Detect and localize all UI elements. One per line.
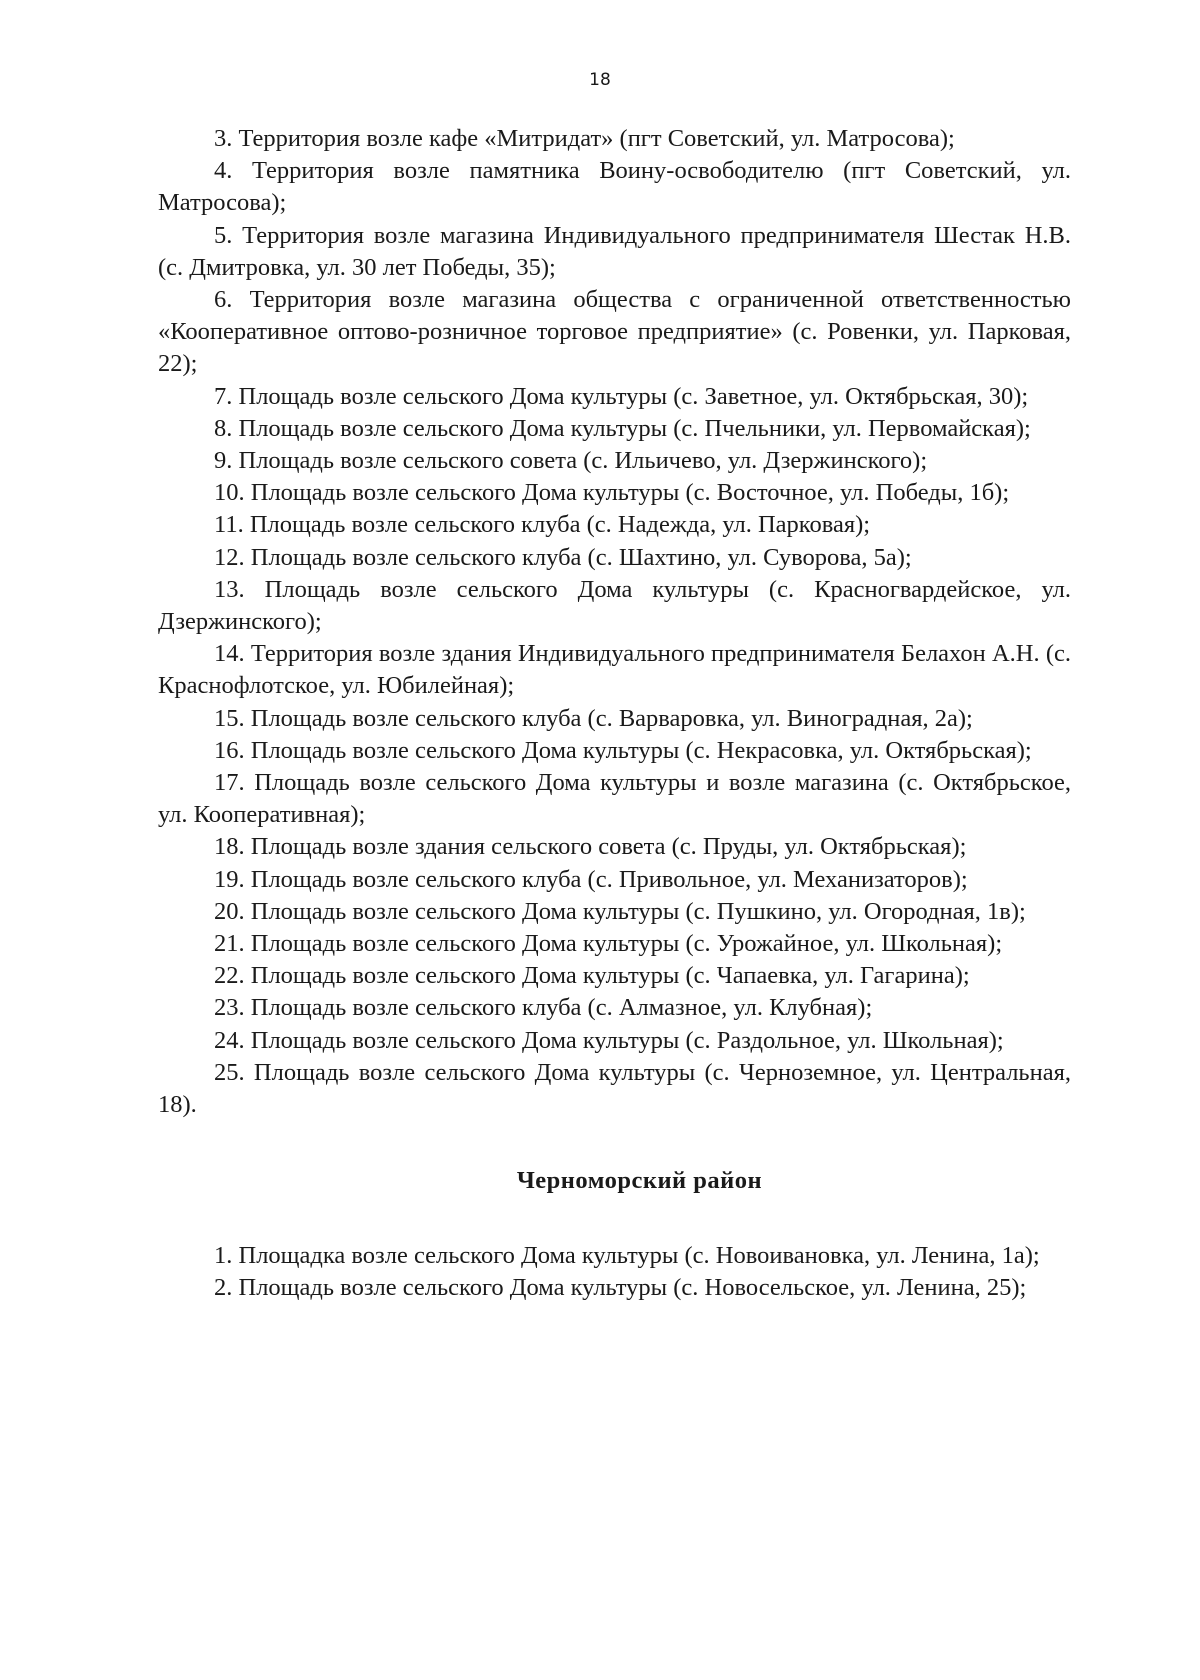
list-item: 15. Площадь возле сельского клуба (с. Варваровка, ул. Виноградная, 2а); — [214, 704, 973, 732]
list-item: 18. Площадь возле здания сельского совета (с. Пруды, ул. Октябрьская); — [214, 833, 967, 861]
list-item: 21. Площадь возле сельского Дома культуры (с. Урожайное, ул. Школьная); — [214, 930, 1003, 958]
list-item: 13. Площадь возле сельского Дома культуры (с. Красногвардейское, ул. Дзержинского); — [158, 575, 1071, 636]
list-item: 12. Площадь возле сельского клуба (с. Шахтино, ул. Суворова, 5а); — [214, 543, 912, 571]
list-item: 11. Площадь возле сельского клуба (с. Надежда, ул. Парковая); — [214, 511, 871, 539]
list-item: 24. Площадь возле сельского Дома культуры (с. Раздольное, ул. Школьная); — [214, 1026, 1004, 1054]
list-item: 17. Площадь возле сельского Дома культуры и возле магазина (с. Октябрьское, ул. Кооперативная); — [158, 769, 1071, 829]
page-number: 18 — [589, 70, 611, 90]
list-item: 14. Территория возле здания Индивидуального предпринимателя Белахон А.Н. (с. Краснофлотское, ул. Юбилейная); — [158, 640, 1071, 700]
list-item: 25. Площадь возле сельского Дома культуры (с. Черноземное, ул. Центральная, 18). — [158, 1058, 1071, 1119]
list-item: 7. Площадь возле сельского Дома культуры (с. Заветное, ул. Октябрьская, 30); — [214, 382, 1029, 410]
list-item: 16. Площадь возле сельского Дома культуры (с. Некрасовка, ул. Октябрьская); — [214, 736, 1032, 764]
list-item: 1. Площадка возле сельского Дома культуры (с. Новоивановка, ул. Ленина, 1а); — [214, 1241, 1040, 1269]
list-item: 23. Площадь возле сельского клуба (с. Алмазное, ул. Клубная); — [214, 994, 873, 1022]
list-item: 4. Территория возле памятника Воину-освободителю (пгт Советский, ул. Матросова); — [158, 157, 1071, 217]
list-item: 22. Площадь возле сельского Дома культуры (с. Чапаевка, ул. Гагарина); — [214, 962, 970, 990]
list-item: 8. Площадь возле сельского Дома культуры (с. Пчельники, ул. Первомайская); — [214, 414, 1031, 442]
list-part-2 — [158, 1240, 1071, 1304]
list-item: 2. Площадь возле сельского Дома культуры (с. Новосельское, ул. Ленина, 25); — [214, 1273, 1027, 1301]
list-item: 9. Площадь возле сельского совета (с. Ильичево, ул. Дзержинского); — [214, 447, 928, 475]
list-item: 10. Площадь возле сельского Дома культуры (с. Восточное, ул. Победы, 1б); — [214, 479, 1010, 507]
list-part-1 — [158, 123, 1071, 1121]
list-item: 3. Территория возле кафе «Митридат» (пгт Советский, ул. Матросова); — [214, 125, 955, 152]
list-item: 5. Территория возле магазина Индивидуального предпринимателя Шестак Н.В. (с. Дмитровка, ул. 30 лет Победы, 35); — [158, 221, 1071, 281]
list-item: 19. Площадь возле сельского клуба (с. Привольное, ул. Механизаторов); — [214, 865, 968, 893]
section-title: Черноморский район — [516, 1167, 763, 1195]
list-item: 20. Площадь возле сельского Дома культуры (с. Пушкино, ул. Огородная, 1в); — [214, 897, 1026, 925]
page-content — [158, 123, 1071, 1304]
list-item: 6. Территория возле магазина общества с ограниченной ответственностью «Кооперативное оптово-розничное торговое предприятие» (с. Ровенки, ул. Парковая, 22); — [158, 286, 1071, 378]
